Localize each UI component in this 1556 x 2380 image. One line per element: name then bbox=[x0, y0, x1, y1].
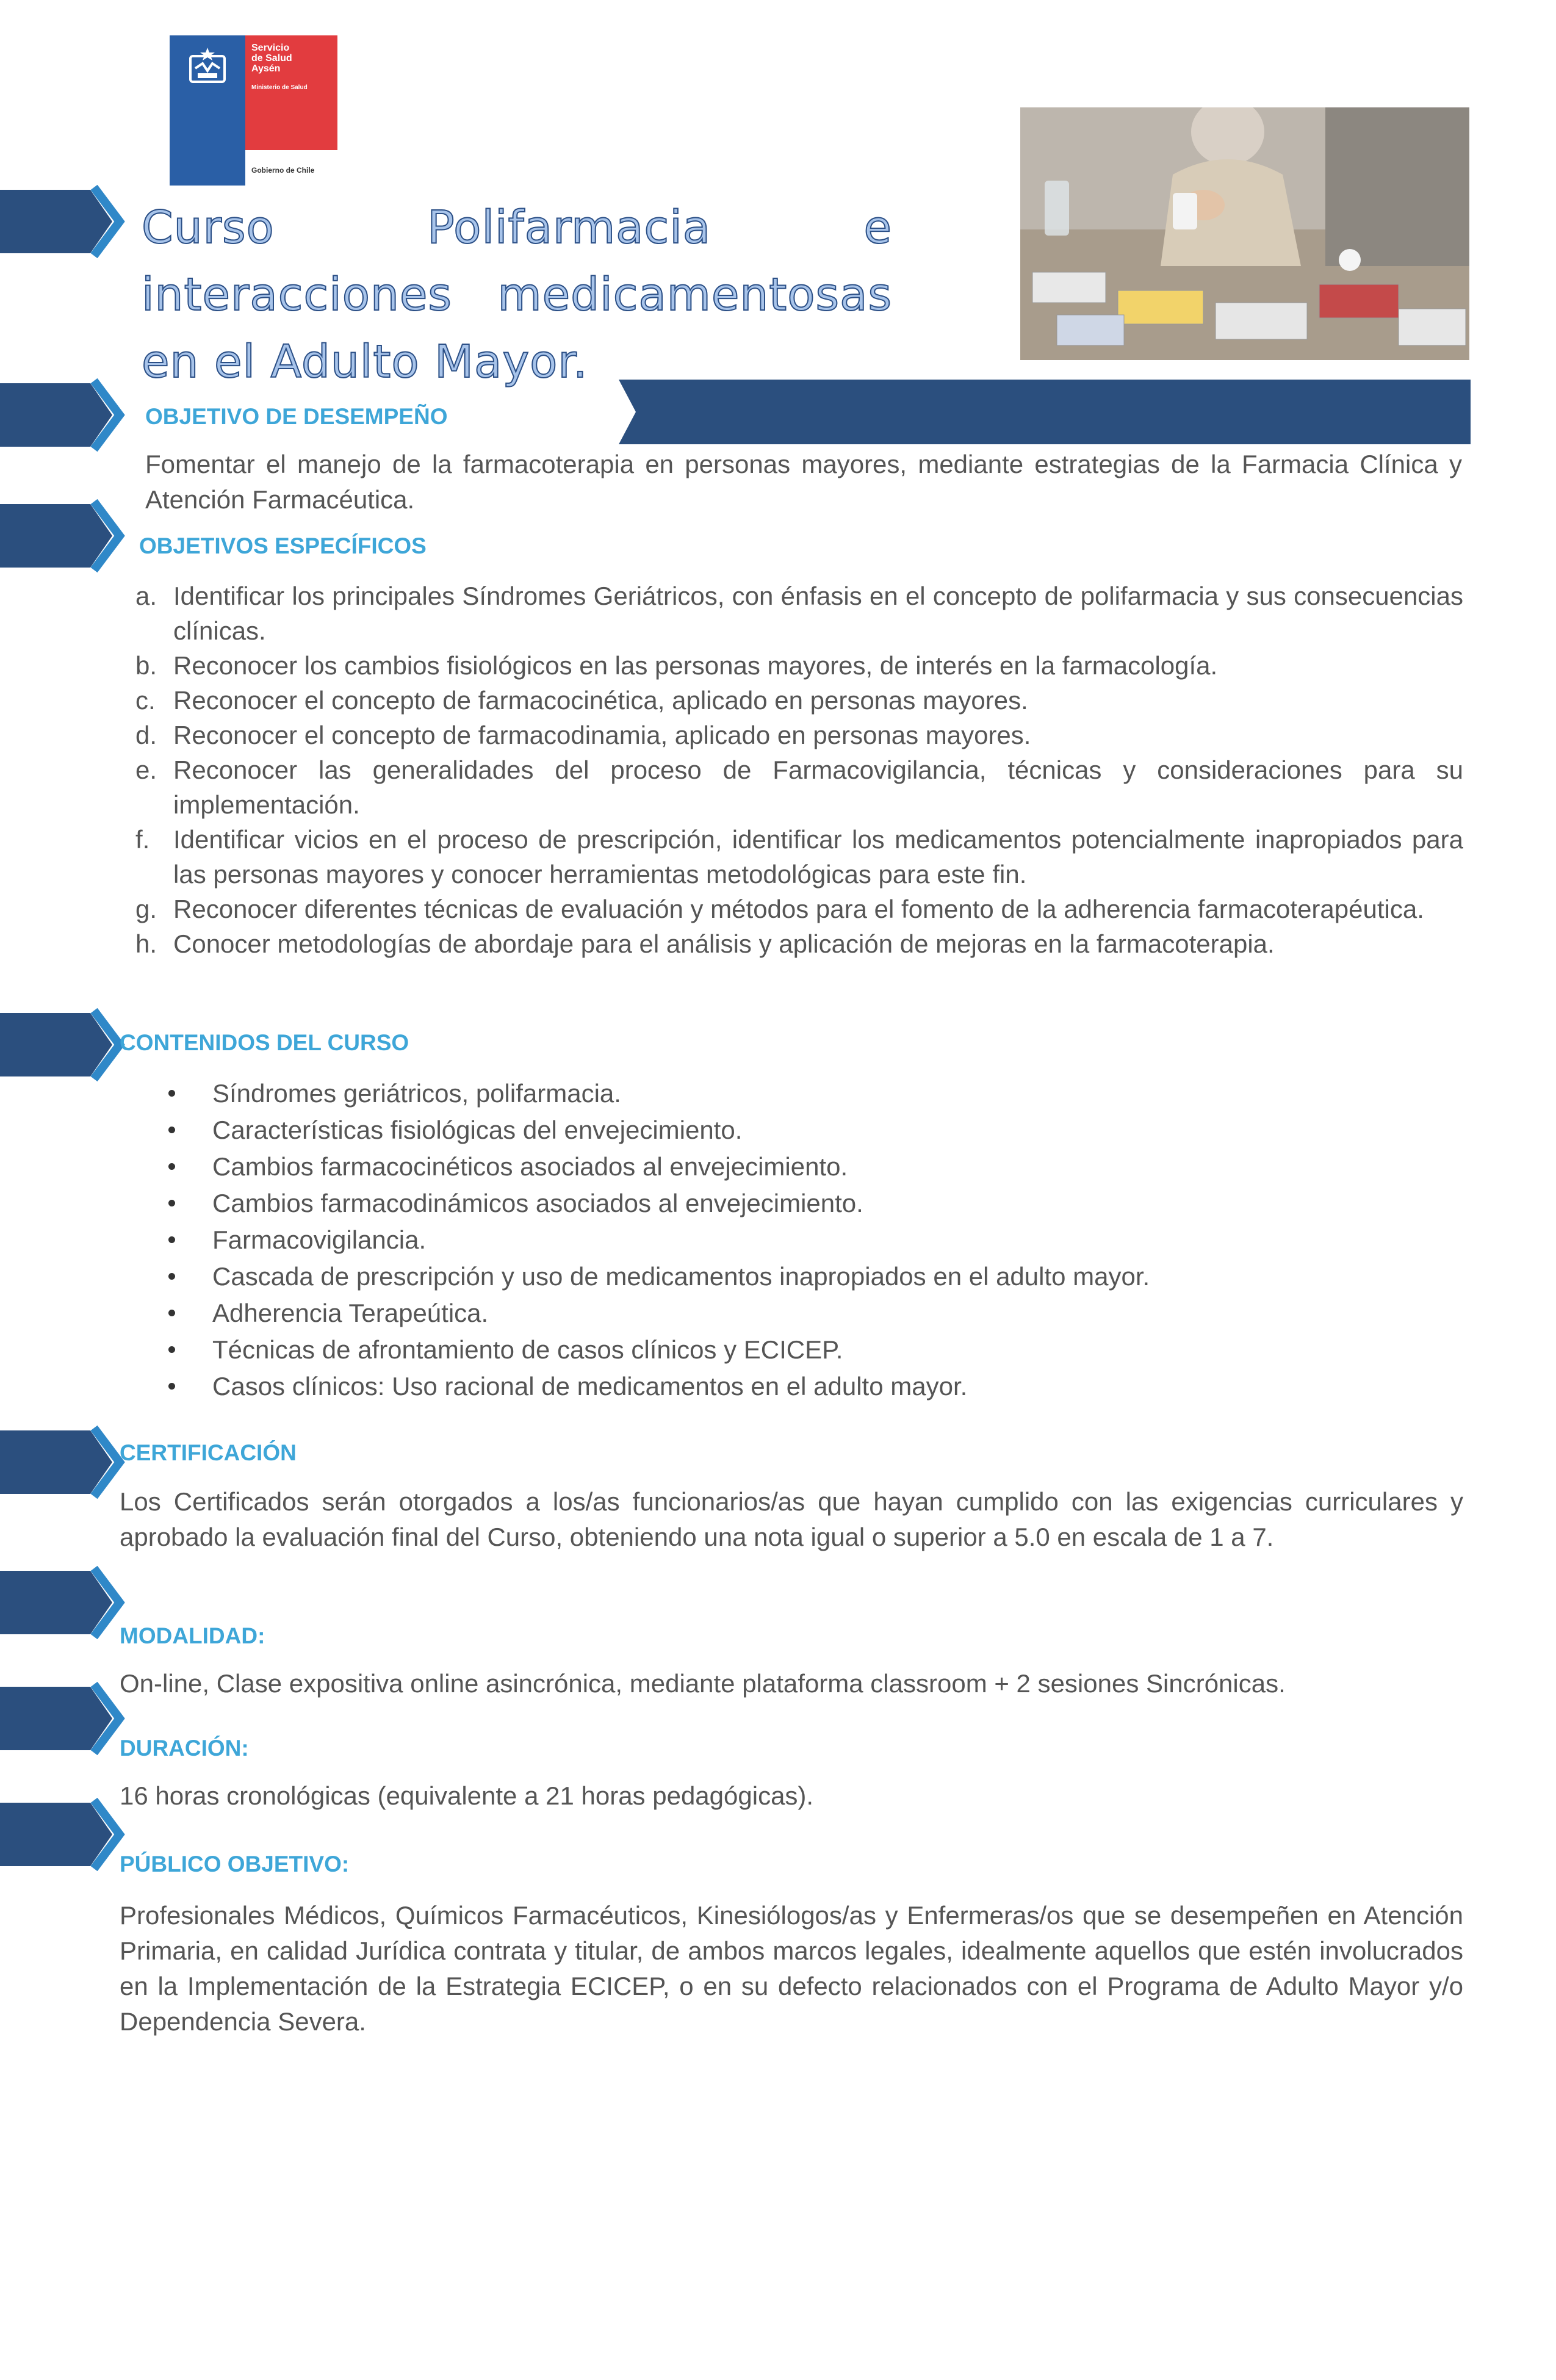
certificacion-text: Los Certificados serán otorgados a los/as funcionarios/as que hayan cumplido con las exigencias curriculares y aprobado la evaluación final del Curso, obteniendo una nota igual o superior a 5.0 en escala de 1 a 7. bbox=[120, 1487, 1463, 1551]
list-item: e. Reconocer las generalidades del proceso de Farmacovigilancia, técnicas y consideraciones para su implementación. bbox=[135, 755, 1463, 819]
list-item: Cambios farmacodinámicos asociados al envejecimiento. bbox=[168, 1185, 1462, 1222]
servicio-salud-logo bbox=[170, 35, 337, 186]
list-item: Cascada de prescripción y uso de medicamentos inapropiados en el adulto mayor. bbox=[168, 1258, 1462, 1295]
list-item: g. Reconocer diferentes técnicas de evaluación y métodos para el fomento de la adherencia farmacoterapéutica. bbox=[135, 895, 1424, 923]
duracion-heading: DURACIÓN: bbox=[120, 1736, 249, 1761]
list-item: d. Reconocer el concepto de farmacodinamia, aplicado en personas mayores. bbox=[135, 721, 1031, 749]
list-item: h. Conocer metodologías de abordaje para el análisis y aplicación de mejoras en la farmacoterapia. bbox=[135, 929, 1275, 958]
list-item: f. Identificar vicios en el proceso de prescripción, identificar los medicamentos potencialmente inapropiados para las personas mayores y conocer herramientas metodológicas para este fin. bbox=[135, 825, 1463, 889]
logo-line1: Servicio bbox=[251, 43, 290, 53]
objetivos-especificos-heading: OBJETIVOS ESPECÍFICOS bbox=[139, 533, 427, 558]
publico-heading: PÚBLICO OBJETIVO: bbox=[120, 1852, 350, 1877]
list-item: Farmacovigilancia. bbox=[168, 1222, 1462, 1258]
section-chevron-icon bbox=[0, 378, 128, 452]
list-item: c. Reconocer el concepto de farmacocinética, aplicado en personas mayores. bbox=[135, 686, 1028, 715]
list-item: Técnicas de afrontamiento de casos clínicos y ECICEP. bbox=[168, 1332, 1462, 1368]
list-item: a. Identificar los principales Síndromes Geriátricos, con énfasis en el concepto de polifarmacia y sus consecuencias clínicas. bbox=[135, 582, 1463, 645]
section-chevron-icon bbox=[0, 1008, 128, 1081]
section-chevron-icon bbox=[0, 185, 128, 258]
objetivo-desempeno-heading: OBJETIVO DE DESEMPEÑO bbox=[145, 404, 448, 429]
duracion-text: 16 horas cronológicas (equivalente a 21 horas pedagógicas). bbox=[120, 1781, 814, 1810]
contenidos-list bbox=[168, 1075, 1462, 1405]
list-item: b. Reconocer los cambios fisiológicos en las personas mayores, de interés en la farmacología. bbox=[135, 651, 1218, 680]
section-chevron-icon bbox=[0, 1566, 128, 1639]
objetivos-especificos-list bbox=[135, 579, 1463, 961]
modalidad-heading: MODALIDAD: bbox=[120, 1623, 265, 1648]
logo-government: Gobierno de Chile bbox=[251, 166, 315, 175]
section-chevron-icon bbox=[0, 1426, 128, 1499]
logo-ministry: Ministerio de Salud bbox=[251, 84, 308, 91]
header-banner bbox=[619, 380, 1471, 444]
logo-line3: Aysén bbox=[251, 63, 281, 74]
contenidos-heading: CONTENIDOS DEL CURSO bbox=[120, 1030, 409, 1055]
course-title: Curso Polifarmacia e interacciones medicamentosas en el Adulto Mayor. bbox=[142, 201, 892, 388]
certificacion-heading: CERTIFICACIÓN bbox=[120, 1440, 297, 1465]
list-item: Casos clínicos: Uso racional de medicamentos en el adulto mayor. bbox=[168, 1368, 1462, 1405]
list-item: Adherencia Terapeútica. bbox=[168, 1295, 1462, 1332]
logo-line2: de Salud bbox=[251, 53, 292, 63]
section-chevron-icon bbox=[0, 1798, 128, 1871]
chile-crest-icon bbox=[184, 44, 231, 90]
section-chevron-icon bbox=[0, 1682, 128, 1755]
section-chevron-icon bbox=[0, 499, 128, 572]
list-item: Cambios farmacocinéticos asociados al envejecimiento. bbox=[168, 1149, 1462, 1185]
list-item: Características fisiológicas del envejecimiento. bbox=[168, 1112, 1462, 1149]
list-item: Síndromes geriátricos, polifarmacia. bbox=[168, 1075, 1462, 1112]
elderly-pills-photo bbox=[1020, 107, 1469, 360]
publico-text: Profesionales Médicos, Químicos Farmacéuticos, Kinesiólogos/as y Enfermeras/os que se desempeñen en Atención Primaria, en calidad Jurídica contrata y titular, de ambos marcos legales, idealmente aquellos que estén involucrados en la Implementación de la Estrategia ECICEP, o en su defecto relacionados con el Programa de Adulto Mayor y/o Dependencia Severa. bbox=[120, 1901, 1463, 2036]
modalidad-text: On-line, Clase expositiva online asincrónica, mediante plataforma classroom + 2 sesiones Sincrónicas. bbox=[120, 1669, 1286, 1698]
objetivo-desempeno-text: Fomentar el manejo de la farmacoterapia en personas mayores, mediante estrategias de la Farmacia Clínica y Atención Farmacéutica. bbox=[145, 450, 1462, 514]
